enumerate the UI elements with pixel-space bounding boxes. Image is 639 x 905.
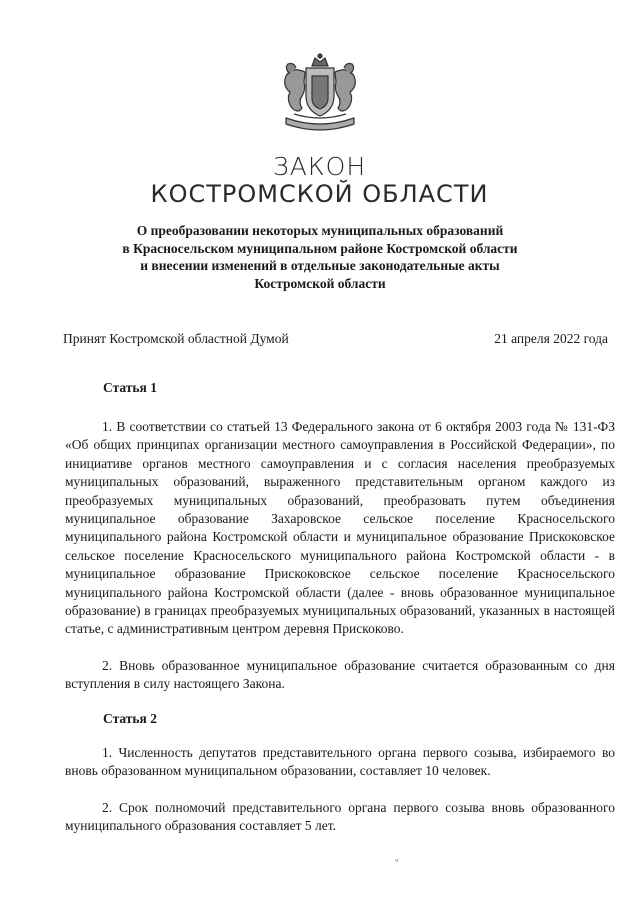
subtitle-line: и внесении изменений в отдельные законодательные акты — [140, 258, 500, 273]
subtitle-line: О преобразовании некоторых муниципальных образований — [136, 223, 504, 238]
adopting-body: Принят Костромской областной Думой — [63, 331, 289, 346]
article-2-paragraph-1: 1. Численность депутатов представительного органа первого созыва, избираемого во вновь образованном муниципальном образовании, составляет 10 человек. — [65, 745, 615, 779]
page-mark: " — [395, 858, 399, 868]
article-2-paragraph-2: 2. Срок полномочий представительного органа первого созыва вновь образованного муниципального образования составляет 5 лет. — [65, 800, 615, 834]
coat-of-arms-icon — [272, 52, 368, 136]
document-title-line1: ЗАКОН — [272, 152, 367, 181]
subtitle-line: в Красносельском муниципальном районе Костромской области — [122, 240, 518, 256]
law-subtitle — [80, 222, 560, 292]
subtitle-line: Костромской области — [254, 275, 386, 291]
article-1-heading: Статья 1 — [103, 380, 157, 395]
adoption-date: 21 апреля 2022 года — [494, 331, 608, 346]
article-1-paragraph-2: 2. Вновь образованное муниципальное образование считается образованным со дня вступления в силу настоящего Закона. — [65, 658, 615, 692]
adoption-row — [63, 331, 608, 347]
article-2-heading: Статья 2 — [103, 711, 157, 726]
document-title-line2: КОСТРОМСКОЙ ОБЛАСТИ — [150, 180, 489, 208]
article-1-paragraph-1: 1. В соответствии со статьей 13 Федерального закона от 6 октября 2003 года № 131-ФЗ «Об общих принципах организации местного самоуправления в Российской Федерации», по инициативе органов местного самоуправления и с согласия населения преобразуемых муниципальных образований, выраженного представительным органом каждого из преобразуемых муниципальных образований, преобразовать путем объединения муниципальное образование Захаровское сельское поселение Красносельского муниципального района Костромской области и муниципальное образование Прискоковское сельское поселение Красносельского муниципального района Костромской области - в муниципальное образование Прискоковское сельское поселение Красносельского муниципального района Костромской области (далее - вновь образованное муниципальное образование) в границах преобразуемых муниципальных образований, указанных в настоящей статье, с административным центром деревня Прискоково. — [65, 419, 615, 637]
